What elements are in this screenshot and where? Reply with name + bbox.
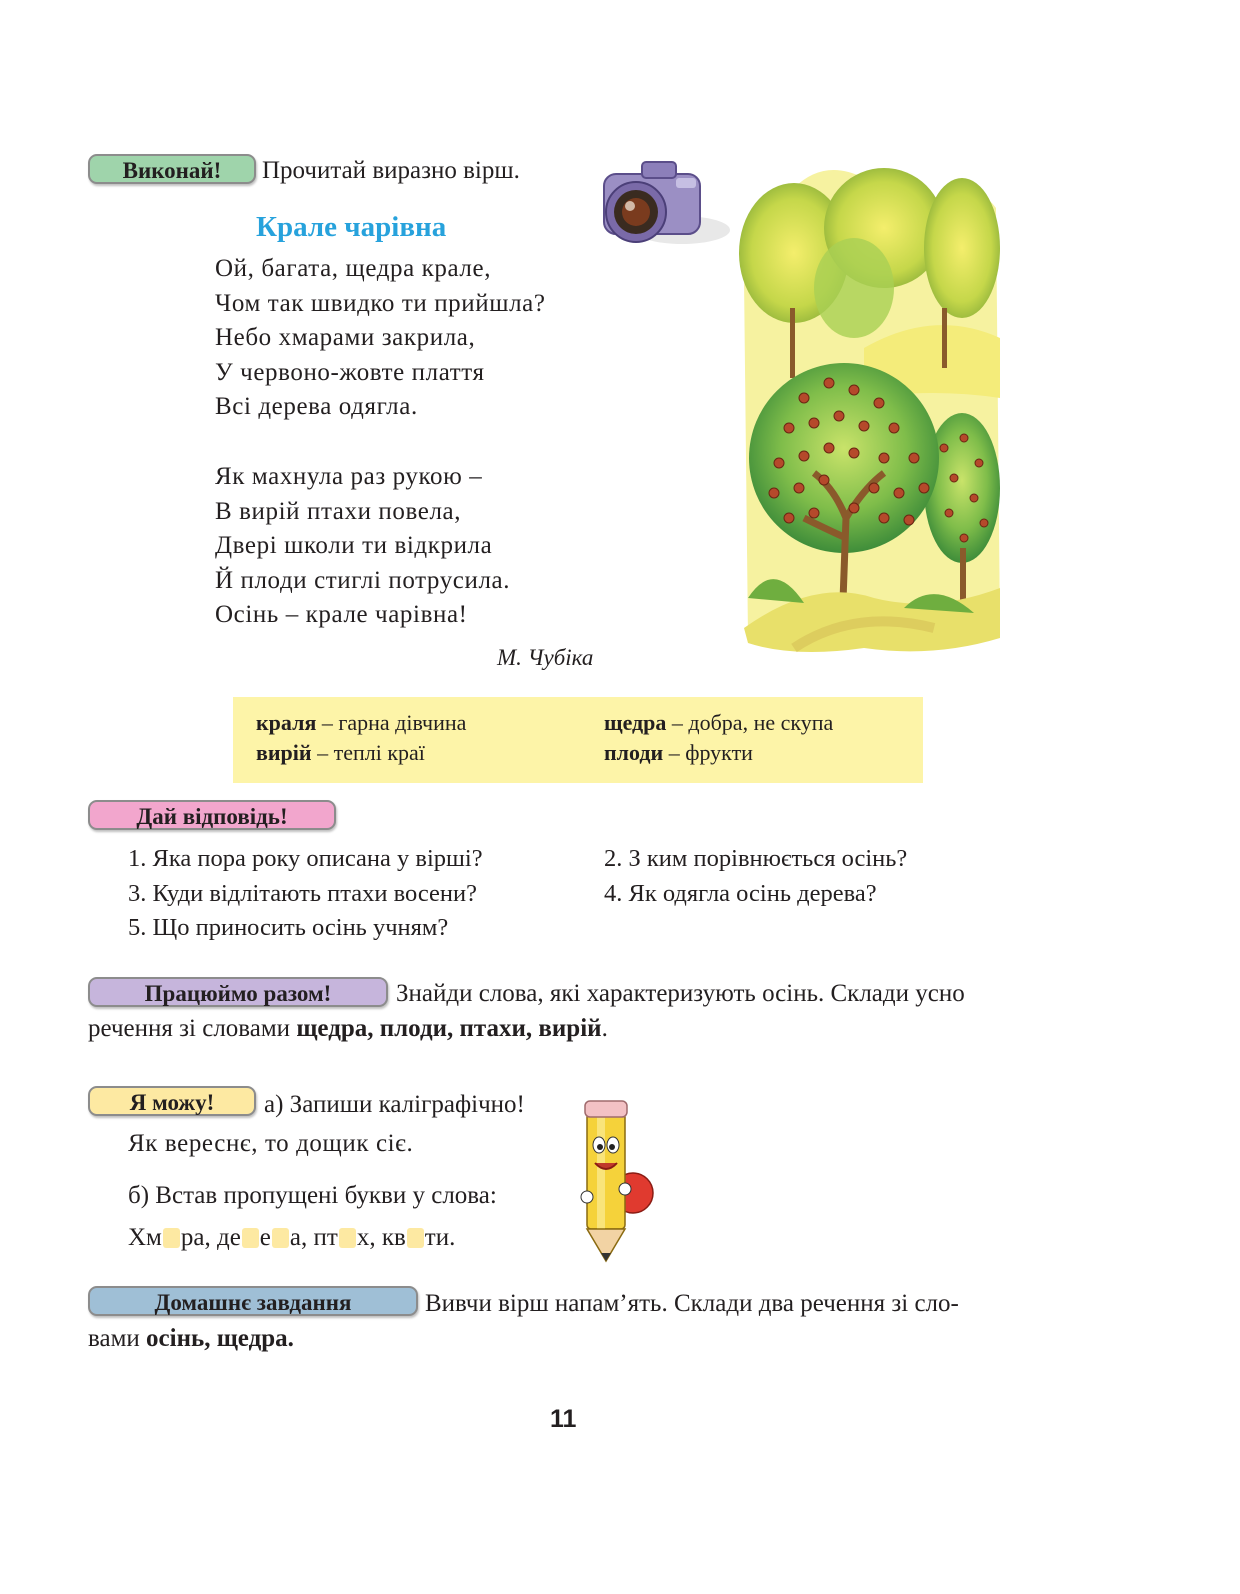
question-5: 5. Що приносить осінь учням? <box>128 914 449 941</box>
camera-icon <box>592 158 734 256</box>
glossary-word: вирій <box>256 740 312 765</box>
homework-words: осінь, щедра. <box>146 1325 294 1352</box>
word-fragment: а, пт <box>289 1224 338 1251</box>
question-4: 4. Як одягла осінь дерева? <box>604 880 877 907</box>
task-find-words: Знайди слова, які характеризують осінь. Склади усно <box>396 980 965 1007</box>
tag-domashnie-zavdannia: Домашнє завдання <box>88 1286 418 1316</box>
glossary-word: щедра <box>604 710 667 735</box>
poem-stanza-2 <box>215 460 510 633</box>
letter-blank[interactable] <box>339 1228 356 1248</box>
poem-line: Й плоди стиглі потрусила. <box>215 566 511 594</box>
homework-line-2 <box>88 1325 294 1353</box>
proverb: Як вереснє, то дощик сіє. <box>128 1130 414 1157</box>
letter-blank[interactable] <box>407 1228 424 1248</box>
glossary-word: краля <box>256 710 317 735</box>
poem-line: В вирій птахи повела, <box>215 497 462 525</box>
glossary-entry-shchedra <box>604 710 833 736</box>
poem-line: Небо хмарами закрила, <box>215 324 476 351</box>
word-fragment: х, кв <box>356 1224 406 1251</box>
poem-line: Чом так швидко ти прийшла? <box>215 289 546 317</box>
poem-line: Всі дерева одягла. <box>215 393 418 420</box>
glossary-entry-kralia <box>256 710 466 736</box>
letter-blank[interactable] <box>163 1228 180 1248</box>
poem-line: Двері школи ти відкрила <box>215 532 493 559</box>
instruction-read: Прочитай виразно вірш. <box>262 157 520 184</box>
question-2: 2. З ким порівнюється осінь? <box>604 845 908 872</box>
task-sentences-end: . <box>601 1015 608 1042</box>
poem-author: М. Чубіка <box>497 645 594 670</box>
letter-blank[interactable] <box>272 1228 289 1248</box>
word-fragment: е <box>259 1224 271 1251</box>
task-sentences-start: речення зі словами <box>88 1015 297 1042</box>
task-sentences <box>88 1015 608 1043</box>
glossary-definition: – фрукти <box>663 740 753 765</box>
tag-dai-vidpovid: Дай відповідь! <box>88 800 336 830</box>
homework-start: вами <box>88 1325 147 1352</box>
missing-letters-words <box>128 1224 455 1252</box>
glossary-definition: – теплі краї <box>311 740 425 765</box>
tag-pratsiuimo-razom: Працюймо разом! <box>88 977 388 1007</box>
tag-ya-mozhu: Я можу! <box>88 1086 256 1116</box>
word-fragment: ти. <box>424 1224 456 1251</box>
poem-line: Як махнула раз рукою – <box>215 463 483 490</box>
task-sentences-words: щедра, плоди, птахи, вирій <box>296 1015 602 1042</box>
glossary-definition: – добра, не скупа <box>666 710 834 735</box>
poem-line: Осінь – крале чарівна! <box>215 601 468 628</box>
poem-line: Ой, багата, щедра крале, <box>215 255 492 282</box>
letter-blank[interactable] <box>242 1228 259 1248</box>
tag-vykonai: Виконай! <box>88 154 256 184</box>
question-1: 1. Яка пора року описана у вірші? <box>128 845 483 872</box>
question-3: 3. Куди відлітають птахи восени? <box>128 880 478 907</box>
glossary-entry-vyrii <box>256 740 425 766</box>
glossary-word: плоди <box>604 740 664 765</box>
task-a: а) Запиши каліграфічно! <box>264 1091 525 1118</box>
homework-line-1: Вивчи вірш напам’ять. Склади два речення зі сло- <box>425 1290 959 1317</box>
poem-title: Крале чарівна <box>256 211 447 243</box>
page-number: 11 <box>550 1405 577 1433</box>
poem-line: У червоно-жовте плаття <box>215 358 485 386</box>
poem-stanza-1 <box>215 252 546 425</box>
task-b: б) Встав пропущені букви у слова: <box>128 1182 497 1209</box>
word-fragment: Хм <box>128 1224 162 1251</box>
glossary-entry-plody <box>604 740 753 766</box>
word-fragment: ра, де <box>180 1224 241 1251</box>
autumn-orchard-illustration <box>734 158 1002 658</box>
pencil-mascot-icon <box>575 1093 655 1265</box>
glossary-definition: – гарна дівчина <box>316 710 467 735</box>
